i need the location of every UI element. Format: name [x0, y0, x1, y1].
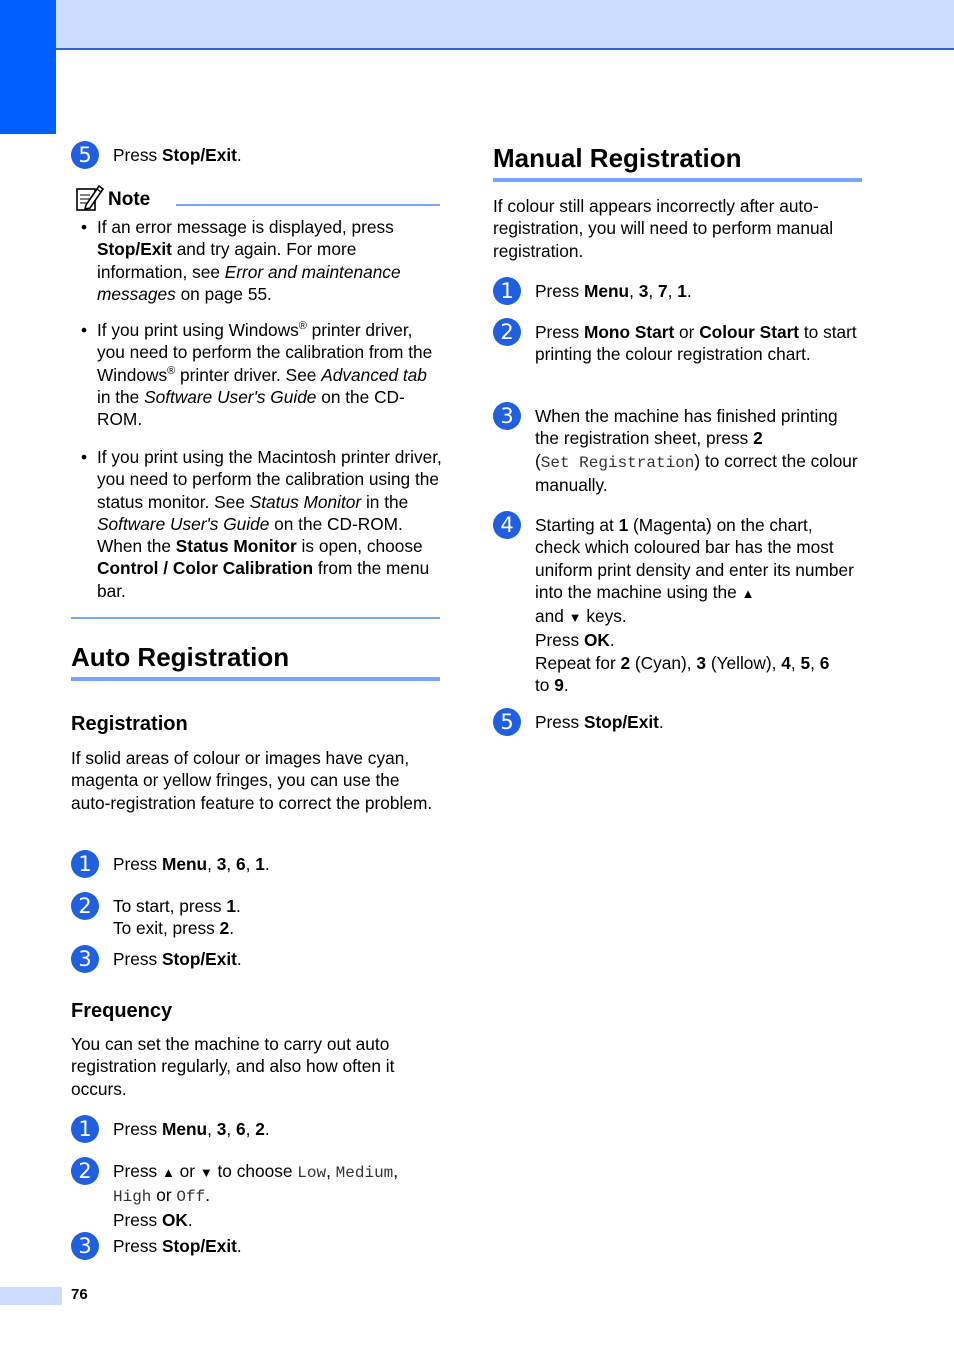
reference: Software User's Guide — [144, 386, 317, 407]
option-high: High — [113, 1188, 152, 1207]
key: 2 — [753, 428, 763, 449]
punct: . — [205, 1185, 210, 1206]
section-rule — [493, 178, 862, 182]
text: to start printing the colour registration chart. — [535, 322, 857, 365]
text: (Yellow), — [706, 652, 782, 673]
key-stop-exit: Stop/Exit — [161, 1236, 237, 1256]
text: and try again. For more information, see — [97, 239, 357, 282]
note-rule — [176, 204, 440, 206]
text: Press — [535, 322, 584, 342]
sep: , — [667, 281, 678, 301]
text: to choose — [212, 1161, 298, 1181]
text: on page 55. — [175, 283, 272, 304]
note-end-rule — [71, 617, 440, 619]
key: 2 — [255, 1119, 265, 1139]
punct: . — [235, 896, 241, 916]
frequency-intro: You can set the machine to carry out auto registration regularly, and also how often it occurs. — [71, 1034, 395, 1099]
key: 3 — [216, 1119, 227, 1139]
sep: , — [790, 652, 801, 673]
step-number: 5 — [71, 141, 99, 169]
step-number: 2 — [493, 318, 521, 346]
step-number: 2 — [71, 892, 99, 920]
text: on the CD-ROM. When the — [97, 513, 403, 557]
down-arrow-icon: ▼ — [199, 1165, 213, 1180]
text: Press — [535, 281, 584, 301]
text: Press — [535, 630, 584, 651]
sep: , — [207, 1119, 217, 1139]
reference: Software User's Guide — [97, 513, 270, 534]
key: 1 — [677, 281, 687, 301]
text: Press — [113, 1236, 162, 1256]
key-menu: Menu — [161, 854, 208, 874]
text: If an error message is displayed, press — [97, 217, 394, 237]
option-low: Low — [297, 1164, 327, 1182]
text: and — [535, 606, 569, 627]
text: To start, press — [113, 896, 227, 916]
section-title-auto-registration: Auto Registration — [71, 642, 290, 672]
sep: , — [648, 281, 658, 301]
registration-intro: If solid areas of colour or images have cyan, magenta or yellow fringes, you can use the auto-registration feature to correct the problem. — [71, 748, 433, 813]
sep: , — [245, 1119, 256, 1139]
punct: . — [264, 854, 270, 874]
up-arrow-icon: ▲ — [741, 585, 755, 601]
key: 6 — [235, 854, 246, 874]
text: Repeat for — [535, 652, 621, 673]
sep: , — [226, 854, 236, 874]
sep: , — [810, 652, 820, 673]
text: in the — [361, 491, 409, 512]
option-medium: Medium — [335, 1164, 394, 1182]
bullet-dot: • — [81, 320, 88, 340]
step-number: 2 — [71, 1157, 99, 1185]
punct: . — [187, 1209, 193, 1230]
key: 4 — [781, 652, 791, 673]
step-number: 5 — [493, 708, 521, 736]
chapter-tab — [0, 0, 56, 134]
key-stop-exit: Stop/Exit — [161, 949, 237, 969]
text: Press — [113, 854, 162, 874]
sep: , — [326, 1161, 336, 1181]
header-band — [56, 0, 954, 50]
key-mono-start: Mono Start — [583, 322, 675, 342]
text: to — [535, 675, 555, 696]
key-stop-exit: Stop/Exit — [583, 712, 659, 732]
text: printer driver. See — [175, 364, 322, 385]
punct: . — [658, 712, 664, 732]
reference: Status Monitor — [249, 491, 362, 512]
text: (Magenta) on the chart, check which coloured bar has the most uniform print density and enter its number into the machine using the — [535, 515, 854, 602]
text: on the CD-ROM. — [97, 386, 405, 430]
key: 2 — [219, 918, 230, 939]
text: Press — [113, 1209, 162, 1230]
bullet-dot: • — [81, 447, 88, 467]
key: 2 — [620, 652, 631, 673]
text: Press — [113, 949, 162, 969]
section-title-manual-registration: Manual Registration — [493, 143, 742, 173]
note-title: Note — [108, 189, 151, 210]
bullet-dot: • — [81, 217, 88, 237]
text: If you print using Windows — [97, 320, 299, 340]
text: ) to correct the colour manually. — [535, 450, 858, 495]
label: Control / Color Calibration — [97, 558, 314, 579]
key-colour-start: Colour Start — [699, 322, 800, 342]
text: Press — [113, 1161, 162, 1181]
footer-tab — [0, 1287, 62, 1305]
text: or — [674, 322, 700, 342]
text: from the menu bar. — [97, 558, 430, 601]
punct: . — [264, 1119, 270, 1139]
text: or — [174, 1161, 200, 1181]
text: ( — [535, 450, 541, 471]
sep: , — [393, 1161, 399, 1181]
up-arrow-icon: ▲ — [161, 1165, 175, 1180]
punct: . — [609, 630, 615, 651]
key: 3 — [216, 854, 227, 874]
manual-intro: If colour still appears incorrectly after auto-registration, you will need to perform manual registration. — [493, 196, 834, 261]
text: Press — [535, 712, 584, 732]
key: 1 — [226, 896, 236, 916]
punct: . — [236, 949, 242, 969]
step-number: 3 — [71, 1232, 99, 1260]
reference: Advanced tab — [321, 364, 427, 385]
key: 9 — [554, 675, 564, 696]
key-menu: Menu — [583, 281, 630, 301]
punct: . — [229, 918, 235, 939]
punct: . — [236, 1236, 242, 1256]
text: in the — [97, 386, 145, 407]
key: 3 — [696, 652, 707, 673]
subsection-title-frequency: Frequency — [71, 1000, 173, 1022]
key-ok: OK — [583, 630, 610, 651]
key-ok: OK — [161, 1209, 188, 1230]
text: (Cyan), — [630, 652, 697, 673]
step-number: 1 — [493, 277, 521, 305]
key: 6 — [819, 652, 830, 673]
key: 6 — [235, 1119, 246, 1139]
step-number: 3 — [71, 945, 99, 973]
text: When the machine has finished printing the registration sheet, press — [535, 406, 838, 449]
registered-mark: ® — [167, 364, 176, 377]
page-number: 76 — [71, 1286, 88, 1303]
key-stop-exit: Stop/Exit — [161, 145, 237, 165]
subsection-title-registration: Registration — [71, 713, 188, 735]
text: Starting at — [535, 515, 619, 535]
step-number: 1 — [71, 1115, 99, 1143]
text: is open, choose — [296, 536, 423, 557]
text: If you print using the Macintosh printer driver, you need to perform the calibration using the status monitor. See — [97, 447, 442, 512]
key: 1 — [618, 515, 629, 535]
key: 3 — [638, 281, 649, 301]
step-number: 4 — [493, 511, 521, 539]
text: printer driver, you need to perform the calibration from the Windows — [97, 320, 433, 385]
sep: , — [226, 1119, 236, 1139]
punct: . — [236, 145, 242, 165]
step-number: 1 — [71, 850, 99, 878]
note-icon — [74, 183, 104, 218]
option-off: Off — [176, 1188, 206, 1207]
key-menu: Menu — [161, 1119, 208, 1139]
step-text: Press — [113, 145, 162, 165]
text: or — [151, 1185, 177, 1206]
punct: . — [686, 281, 692, 301]
sep: , — [245, 854, 256, 874]
text: Press — [113, 1119, 162, 1139]
punct: . — [563, 675, 569, 696]
label: Status Monitor — [175, 536, 297, 557]
sep: , — [629, 281, 639, 301]
text: keys. — [581, 606, 627, 627]
registered-mark: ® — [298, 320, 307, 333]
lcd-message: Set Registration — [540, 453, 695, 472]
down-arrow-icon: ▼ — [568, 610, 582, 626]
text: To exit, press — [113, 918, 220, 939]
step-number: 3 — [493, 402, 521, 430]
reference: Error and maintenance messages — [97, 261, 401, 304]
section-rule — [71, 677, 440, 681]
key: 5 — [800, 652, 811, 673]
sep: , — [207, 854, 217, 874]
key-stop-exit: Stop/Exit — [97, 239, 172, 260]
key: 7 — [657, 281, 668, 301]
key: 1 — [255, 854, 265, 874]
